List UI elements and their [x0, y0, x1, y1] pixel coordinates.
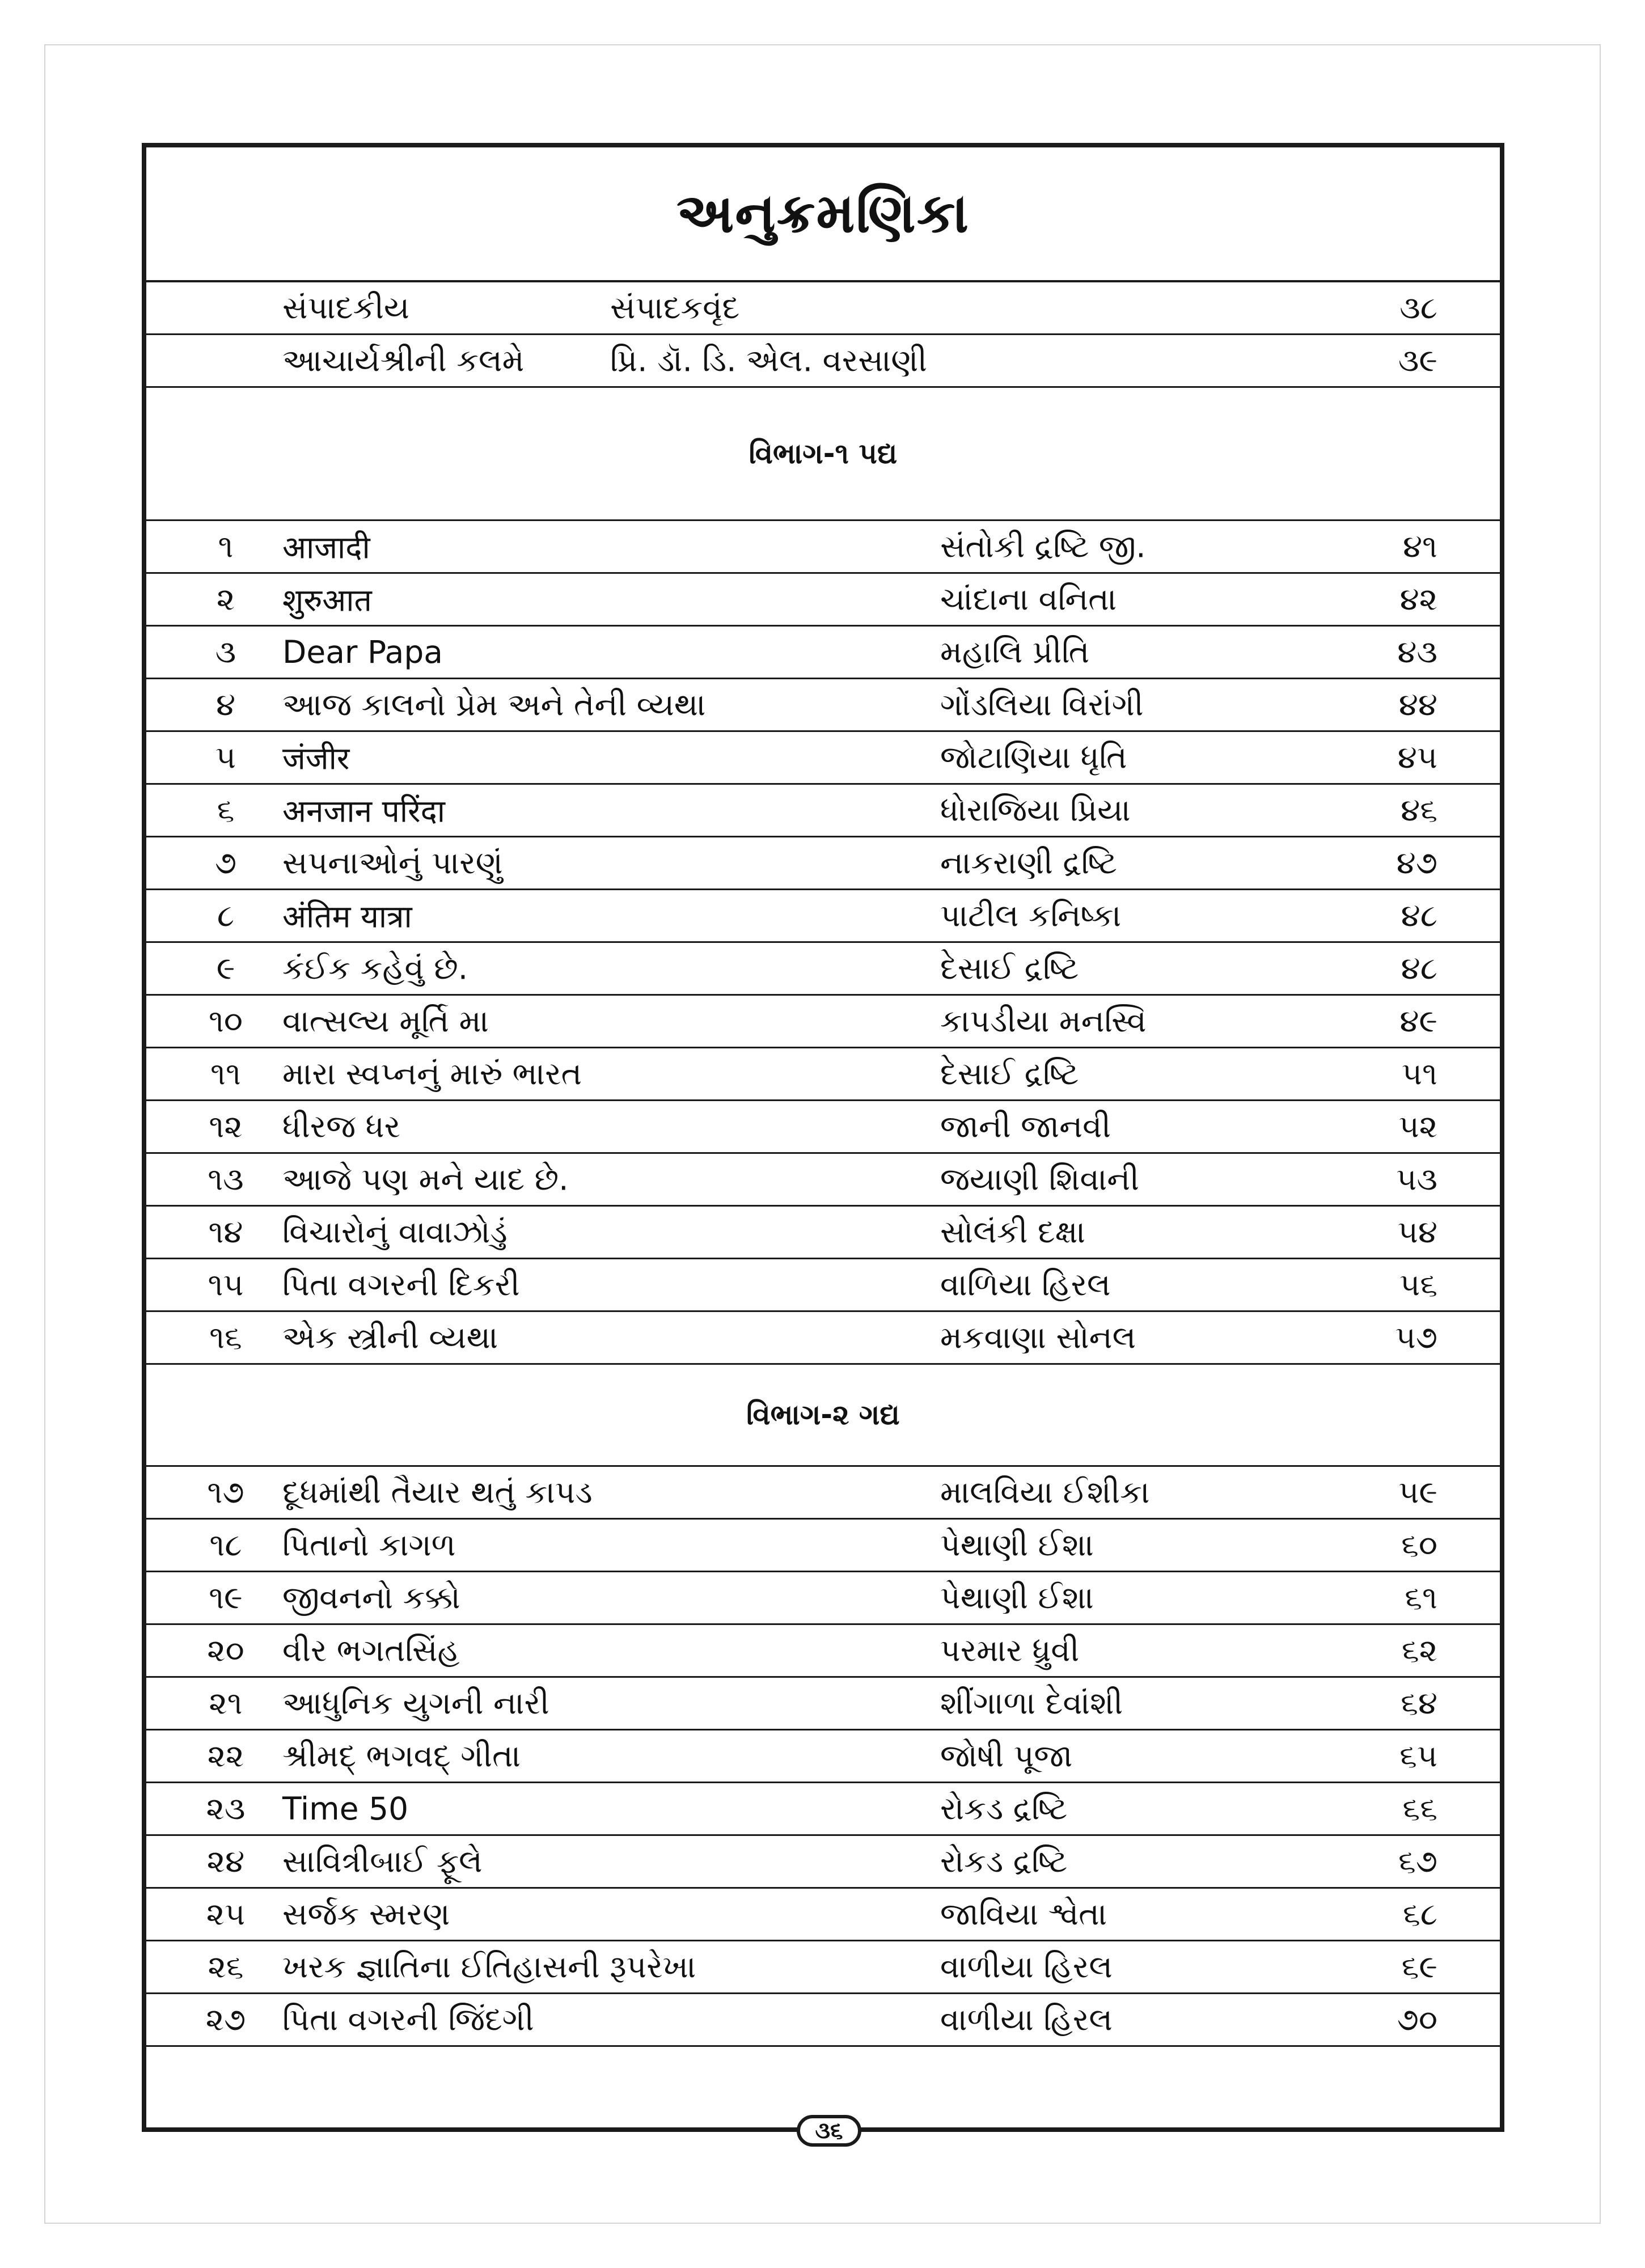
table-row[interactable] [146, 1101, 1500, 1154]
entry-author: પાટીલ કનિષ્કા [940, 897, 1122, 934]
index-frame [142, 143, 1504, 2132]
entry-title: શ્રીમદ્ ભગવદ્ ગીતા [282, 1737, 521, 1774]
entry-number: ૧૦ [208, 1002, 243, 1039]
entry-number: ૩ [215, 633, 236, 670]
entry-title: પિતાનો કાગળ [282, 1526, 456, 1563]
entry-page: ૩૯ [1398, 342, 1437, 379]
entry-author: જાની જાનવી [940, 1108, 1111, 1145]
entry-title: આજે પણ મને યાદ છે. [282, 1161, 569, 1198]
entry-title: જીવનનો કક્કો [282, 1579, 460, 1616]
entry-number: ૧૯ [209, 1579, 243, 1616]
table-row[interactable] [146, 1048, 1500, 1101]
entry-number: ૧૭ [207, 1474, 244, 1510]
entry-title: આધુનિક યુગની નારી [282, 1685, 549, 1721]
table-row[interactable] [146, 1207, 1500, 1259]
entry-page: ૬૯ [1401, 1948, 1437, 1985]
table-row[interactable] [146, 732, 1500, 785]
table-row[interactable] [146, 1572, 1500, 1625]
table-row[interactable] [146, 890, 1500, 943]
page-number: ૩૬ [797, 2115, 861, 2147]
entry-title: સંપાદકીય [282, 289, 410, 326]
page-title: અનુક્રમણિકા [676, 181, 970, 245]
entry-number: ૧૧ [210, 1055, 241, 1092]
entry-number: ૧૩ [208, 1161, 244, 1198]
entry-number: ૨૫ [206, 1895, 246, 1932]
entry-number: ૨૧ [209, 1685, 243, 1721]
entry-page: ૪૪ [1398, 686, 1437, 723]
entry-page: ૭૦ [1397, 2001, 1437, 2038]
entry-author: મહાલિ પ્રીતિ [940, 633, 1090, 670]
entry-page: ૫૯ [1398, 1474, 1437, 1510]
entry-title: आजादी [282, 529, 370, 566]
entry-author: દેસાઈ દ્રષ્ટિ [940, 1055, 1079, 1092]
table-row[interactable] [146, 837, 1500, 890]
entry-page: ૫૧ [1401, 1055, 1437, 1092]
entry-editor: સંપાદકવૃંદ [610, 289, 740, 326]
entry-title: સાવિત્રીબાઈ ફૂલે [282, 1843, 483, 1880]
entry-author: ધોરાજિયા પ્રિયા [940, 792, 1131, 828]
entry-page: ૪૮ [1401, 950, 1437, 987]
table-row[interactable] [146, 1836, 1500, 1889]
table-row[interactable] [146, 943, 1500, 996]
entry-number: ૨૦ [207, 1632, 244, 1669]
entry-page: ૬૪ [1401, 1685, 1437, 1721]
entry-title: ખરક જ્ઞાતિના ઈતિહાસની રૂપરેખા [282, 1948, 696, 1985]
table-row[interactable] [146, 627, 1500, 679]
entry-page: ૬૭ [1398, 1843, 1437, 1880]
entry-page: ૪૭ [1396, 844, 1437, 881]
entry-title: વીર ભગતસિંહ [282, 1632, 460, 1669]
section-title: વિભાગ-૨ ગદ્ય [746, 1398, 900, 1431]
entry-page: ૪૫ [1397, 739, 1437, 776]
entry-editor: પ્રિ. ડૉ. ડિ. એલ. વરસાણી [610, 342, 928, 379]
entry-title: जंजीर [282, 740, 350, 777]
entry-author: નાકરાણી દ્રષ્ટિ [940, 844, 1118, 881]
entry-author: જાવિયા શ્વેતા [940, 1895, 1107, 1932]
entry-number: ૨૨ [207, 1737, 244, 1774]
entry-author: ચાંદાના વનિતા [940, 581, 1117, 617]
entry-title: આચાર્યશ્રીની કલમે [282, 342, 525, 379]
entry-page: ૬૮ [1402, 1895, 1437, 1932]
table-row[interactable] [146, 1889, 1500, 1941]
entry-title: કંઈક કહેવું છે. [282, 950, 468, 987]
entry-author: સોલંકી દક્ષા [940, 1213, 1086, 1250]
entry-title: शुरुआत [282, 582, 372, 619]
entry-page: ૪૧ [1402, 528, 1437, 565]
entry-author: વાળીયા હિરલ [940, 2001, 1113, 2038]
table-row[interactable] [146, 1730, 1500, 1783]
entry-title: Time 50 [282, 1791, 409, 1827]
entry-number: ૬ [217, 792, 235, 828]
entry-page: ૫૭ [1395, 1319, 1437, 1356]
entry-title: સપનાઓનું પારણું [282, 844, 503, 881]
entry-number: ૨૭ [205, 2001, 246, 2038]
entry-title: Dear Papa [282, 634, 443, 670]
table-row[interactable] [146, 1783, 1500, 1836]
entry-title: આજ કાલનો પ્રેમ અને તેની વ્યથા [282, 686, 706, 723]
table-row[interactable] [146, 1678, 1500, 1730]
front-matter-row[interactable] [146, 335, 1500, 388]
entry-page: ૫૪ [1397, 1213, 1437, 1250]
entry-number: ૨૪ [206, 1843, 245, 1880]
table-row[interactable] [146, 1994, 1500, 2047]
entry-number: ૨૬ [208, 1948, 244, 1985]
table-row[interactable] [146, 521, 1500, 574]
entry-page: ૪૬ [1401, 792, 1437, 828]
table-row[interactable] [146, 1520, 1500, 1572]
entry-title: એક સ્ત્રીની વ્યથા [282, 1319, 498, 1356]
entry-author: પરમાર ધ્રુવી [940, 1632, 1080, 1669]
entry-author: રોકડ દ્રષ્ટિ [940, 1790, 1068, 1827]
entry-author: જયાણી શિવાની [940, 1161, 1140, 1198]
table-row[interactable] [146, 1154, 1500, 1207]
entry-page: ૫૨ [1398, 1108, 1437, 1145]
entry-number: ૧૨ [209, 1108, 243, 1145]
table-row[interactable] [146, 679, 1500, 732]
entry-number: ૧૫ [208, 1266, 244, 1303]
title-row [146, 147, 1500, 282]
entry-number: ૧૮ [209, 1526, 242, 1563]
table-row[interactable] [146, 1941, 1500, 1994]
entry-page: ૬૦ [1401, 1526, 1437, 1563]
table-row[interactable] [146, 574, 1500, 627]
entry-page: ૫૬ [1399, 1266, 1437, 1303]
entry-page: ૪૨ [1399, 581, 1437, 617]
section-heading [146, 1365, 1500, 1467]
entry-number: ૪ [215, 686, 236, 723]
front-matter-row[interactable] [146, 282, 1500, 335]
entry-author: માલવિયા ઈશીકા [940, 1474, 1150, 1510]
entry-title: अंतिम यात्रा [282, 898, 412, 935]
entry-author: ગોંડલિયા વિરાંગી [940, 686, 1144, 723]
table-row[interactable] [146, 1312, 1500, 1365]
table-row[interactable] [146, 1625, 1500, 1678]
entry-title: પિતા વગરની દિકરી [282, 1266, 520, 1303]
entry-page: ૬૫ [1399, 1737, 1437, 1774]
entry-number: ૨ [216, 581, 235, 617]
entry-page: ૪૮ [1401, 897, 1437, 934]
entry-author: પેથાણી ઈશા [940, 1579, 1094, 1616]
entry-author: પેથાણી ઈશા [940, 1526, 1094, 1563]
table-row[interactable] [146, 785, 1500, 837]
entry-title: વાત્સલ્ય મૂર્તિ મા [282, 1002, 489, 1039]
entry-page: ૫૩ [1396, 1161, 1437, 1198]
entry-page: ૪૯ [1399, 1002, 1437, 1039]
entry-number: ૧૪ [208, 1213, 243, 1250]
entry-title: મારા સ્વપ્નનું મારું ભારત [282, 1055, 582, 1092]
entry-title: ધીરજ ધર [282, 1108, 401, 1145]
entry-number: ૨૩ [206, 1790, 246, 1827]
entry-page: ૬૨ [1401, 1632, 1437, 1669]
entry-author: વાળીયા હિરલ [940, 1948, 1113, 1985]
entry-page: ૩૮ [1399, 289, 1437, 326]
table-row[interactable] [146, 1259, 1500, 1312]
entry-author: જોષી પૂજા [940, 1737, 1073, 1774]
section-heading [146, 388, 1500, 521]
table-row[interactable] [146, 996, 1500, 1048]
entry-page: ૬૬ [1402, 1790, 1437, 1827]
entry-author: વાળિયા હિરલ [940, 1266, 1111, 1303]
table-row[interactable] [146, 1467, 1500, 1520]
entry-number: ૯ [216, 950, 235, 987]
entry-number: ૧ [218, 528, 234, 565]
entry-title: પિતા વગરની જિંદગી [282, 2001, 534, 2038]
entry-number: ૭ [214, 844, 237, 881]
entry-page: ૪૩ [1397, 633, 1437, 670]
entry-title: દૂધમાંથી તૈયાર થતું કાપડ [282, 1474, 593, 1510]
entry-author: સંતોકી દ્રષ્ટિ જી. [940, 528, 1146, 565]
entry-title: अनजान परिंदा [282, 793, 446, 830]
entry-title: સર્જક સ્મરણ [282, 1895, 450, 1932]
entry-author: મકવાણા સોનલ [940, 1319, 1136, 1356]
entry-author: રોકડ દ્રષ્ટિ [940, 1843, 1068, 1880]
entry-author: કાપડીયા મનસ્વિ [940, 1002, 1147, 1039]
entry-number: ૮ [217, 897, 235, 934]
entry-title: વિચારોનું વાવાઝોડું [282, 1213, 508, 1250]
entry-author: શીંગાળા દેવાંશી [940, 1685, 1123, 1721]
entry-author: દેસાઈ દ્રષ્ટિ [940, 950, 1079, 987]
entry-number: ૫ [215, 739, 236, 776]
section-title: વિભાગ-૧ પદ્ય [749, 437, 898, 470]
entry-page: ૬૧ [1405, 1579, 1437, 1616]
entry-number: ૧૬ [209, 1319, 242, 1356]
entry-author: જોટાણિયા ધૃતિ [940, 739, 1127, 776]
